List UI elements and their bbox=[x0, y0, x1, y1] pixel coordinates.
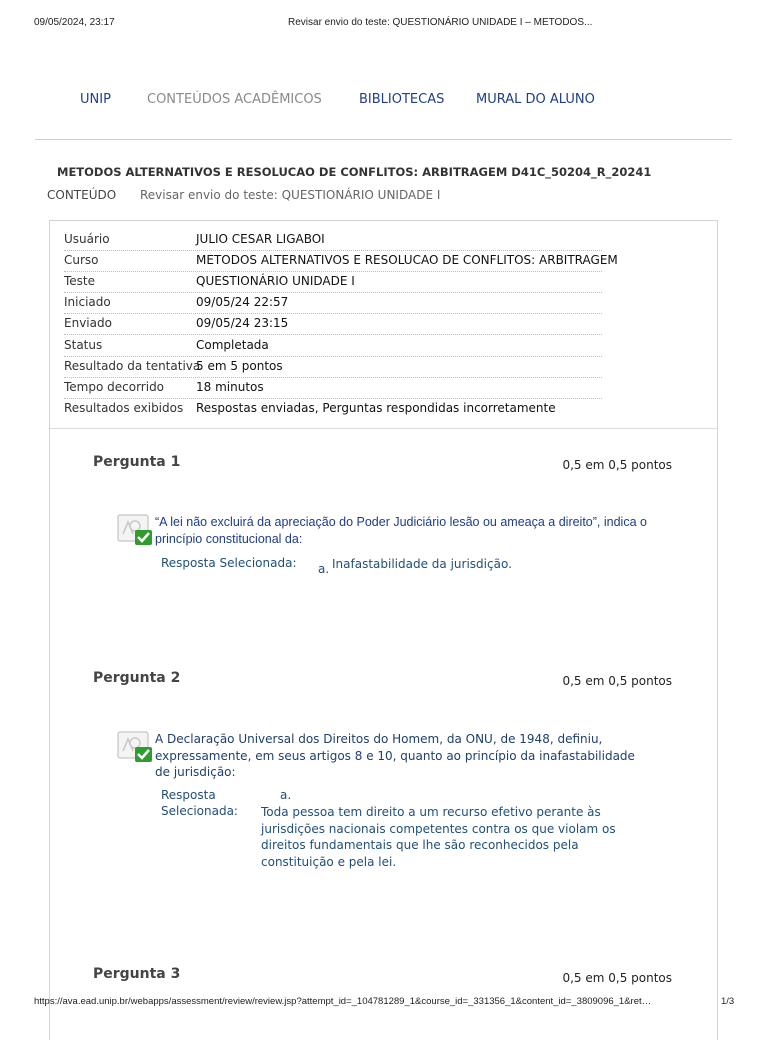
course-title: METODOS ALTERNATIVOS E RESOLUCAO DE CONFLITOS: ARBITRAGEM D41C_50204_R_20241 bbox=[57, 165, 652, 179]
info-label: Tempo decorrido bbox=[64, 380, 165, 394]
info-value: JULIO CESAR LIGABOI bbox=[196, 232, 325, 246]
info-row-status bbox=[64, 335, 602, 357]
question-2-title: Pergunta 2 bbox=[93, 670, 181, 686]
info-row-curso bbox=[64, 250, 618, 272]
nav-bibliotecas[interactable]: BIBLIOTECAS bbox=[359, 92, 445, 107]
info-divider bbox=[50, 428, 717, 429]
info-label: Enviado bbox=[64, 316, 112, 330]
info-label: Resultados exibidos bbox=[64, 401, 184, 415]
nav-mural-do-aluno[interactable]: MURAL DO ALUNO bbox=[476, 92, 595, 107]
info-value: QUESTIONÁRIO UNIDADE I bbox=[196, 274, 355, 288]
question-1-answer: Inafastabilidade da jurisdição. bbox=[332, 557, 512, 571]
print-page-title: Revisar envio do teste: QUESTIONÁRIO UNIDADE I – METODOS... bbox=[288, 17, 593, 28]
info-label: Status bbox=[64, 338, 103, 352]
info-value: 09/05/24 22:57 bbox=[196, 295, 289, 309]
question-2-response-label-line2: Selecionada: bbox=[161, 804, 238, 818]
info-label: Resultado da tentativa bbox=[64, 359, 201, 373]
info-row-enviado bbox=[64, 313, 602, 335]
question-2-answer: Toda pessoa tem direito a um recurso efetivo perante às jurisdições nacionais competentes contra os que violam os direitos fundamentais que lhe são reconhecidos pela constituição e pela lei. bbox=[261, 805, 616, 869]
info-row-resultados-exibidos bbox=[64, 398, 602, 419]
question-1-text: “A lei não excluirá da apreciação do Poder Judiciário lesão ou ameaça a direito”, indica o princípio constitucional da: bbox=[155, 515, 647, 546]
print-page-number: 1/3 bbox=[721, 996, 735, 1007]
info-value: 09/05/24 23:15 bbox=[196, 316, 289, 330]
info-label: Usuário bbox=[64, 232, 110, 246]
info-row-resultado bbox=[64, 356, 602, 378]
info-value: METODOS ALTERNATIVOS E RESOLUCAO DE CONFLITOS: ARBITRAGEM bbox=[196, 253, 618, 267]
question-2-points: 0,5 em 0,5 pontos bbox=[562, 674, 672, 688]
question-1-points: 0,5 em 0,5 pontos bbox=[562, 458, 672, 472]
question-1-response-label: Resposta Selecionada: bbox=[161, 556, 297, 570]
correct-answer-icon bbox=[117, 514, 153, 544]
question-2-text: A Declaração Universal dos Direitos do Homem, da ONU, de 1948, definiu, expressamente, em seus artigos 8 e 10, quanto ao princípio da inafastabilidade de jurisdição: bbox=[155, 732, 635, 779]
breadcrumb-conteudo[interactable]: CONTEÚDO bbox=[47, 188, 117, 202]
info-label: Teste bbox=[64, 274, 96, 288]
nav-conteudos-academicos[interactable]: CONTEÚDOS ACADÊMICOS bbox=[147, 92, 322, 107]
question-3-points: 0,5 em 0,5 pontos bbox=[562, 971, 672, 985]
info-label: Iniciado bbox=[64, 295, 111, 309]
question-3-title: Pergunta 3 bbox=[93, 966, 181, 982]
info-row-usuario bbox=[64, 229, 602, 251]
info-row-iniciado bbox=[64, 292, 602, 314]
nav-divider bbox=[35, 139, 732, 140]
info-row-tempo bbox=[64, 377, 602, 399]
breadcrumb-current: Revisar envio do teste: QUESTIONÁRIO UNIDADE I bbox=[140, 188, 441, 202]
print-datetime: 09/05/2024, 23:17 bbox=[34, 17, 115, 28]
info-label: Curso bbox=[64, 253, 99, 267]
question-1-option: a. bbox=[318, 562, 330, 576]
nav-unip[interactable]: UNIP bbox=[80, 92, 111, 107]
info-value: Completada bbox=[196, 338, 269, 352]
question-1-title: Pergunta 1 bbox=[93, 454, 181, 470]
info-value: Respostas enviadas, Perguntas respondidas incorretamente bbox=[196, 401, 556, 415]
question-2-response-label-line1: Resposta bbox=[161, 788, 216, 802]
correct-answer-icon bbox=[117, 731, 153, 761]
print-url: https://ava.ead.unip.br/webapps/assessment/review/review.jsp?attempt_id=_104781289_1&course_id=_331356_1&content_id=_3809096_1&ret… bbox=[34, 996, 652, 1007]
info-value: 18 minutos bbox=[196, 380, 264, 394]
question-2-option: a. bbox=[280, 788, 292, 802]
info-value: 5 em 5 pontos bbox=[196, 359, 283, 373]
info-row-teste bbox=[64, 271, 602, 293]
